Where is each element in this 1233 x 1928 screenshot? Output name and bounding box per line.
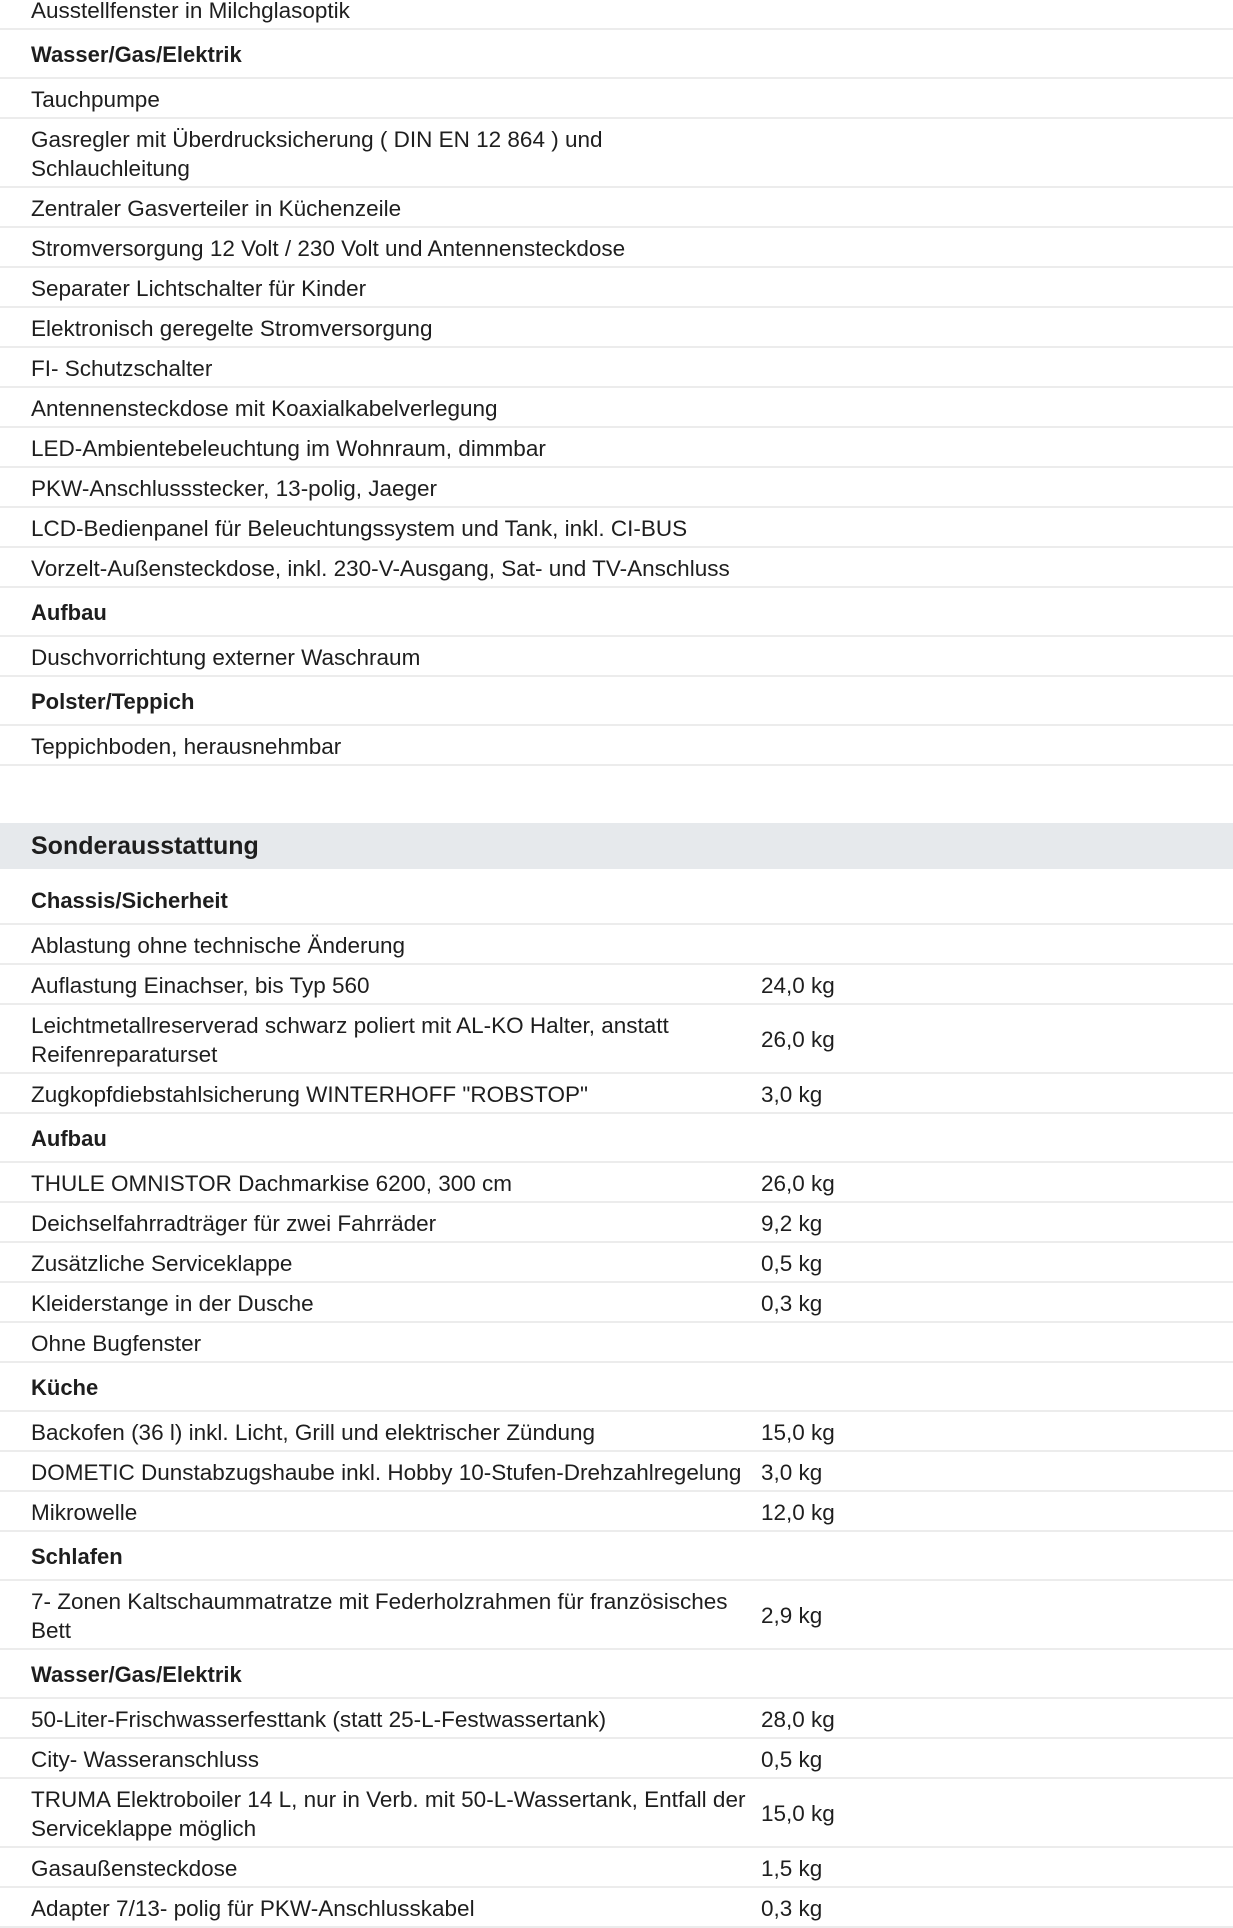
weight-value: 12,0 kg <box>761 1500 835 1525</box>
equipment-row <box>0 188 1233 228</box>
weight-value: 28,0 kg <box>761 1707 835 1732</box>
equipment-row <box>0 726 1233 766</box>
equipment-row <box>0 308 1233 348</box>
equipment-row <box>0 637 1233 677</box>
equipment-row <box>0 508 1233 548</box>
equipment-row <box>0 1699 1233 1739</box>
equipment-row <box>0 1779 1233 1848</box>
equipment-label: Ohne Bugfenster <box>31 1331 202 1356</box>
weight-value: 3,0 kg <box>761 1082 823 1107</box>
equipment-row <box>0 1888 1233 1928</box>
weight-value: 24,0 kg <box>761 973 835 998</box>
equipment-label: FI- Schutzschalter <box>31 356 213 381</box>
category-label: Aufbau <box>31 1126 107 1151</box>
category-heading <box>0 30 1233 79</box>
equipment-label: Kleiderstange in der Dusche <box>31 1291 314 1316</box>
equipment-row <box>0 1323 1233 1363</box>
equipment-row <box>0 428 1233 468</box>
equipment-label: 7- Zonen Kaltschaummatratze mit Federholzrahmen für französisches Bett <box>31 1589 728 1643</box>
weight-value: 0,5 kg <box>761 1251 823 1276</box>
equipment-label: TRUMA Elektroboiler 14 L, nur in Verb. mit 50-L-Wassertank, Entfall der Serviceklappe möglich <box>31 1787 746 1841</box>
equipment-row <box>0 1074 1233 1114</box>
equipment-row <box>0 1005 1233 1074</box>
equipment-row <box>0 0 1233 30</box>
category-label: Wasser/Gas/Elektrik <box>31 42 242 67</box>
weight-value: 2,9 kg <box>761 1603 823 1628</box>
equipment-label: Duschvorrichtung externer Waschraum <box>31 645 421 670</box>
equipment-row <box>0 1739 1233 1779</box>
equipment-row <box>0 1492 1233 1532</box>
weight-value: 0,3 kg <box>761 1291 823 1316</box>
equipment-label: LED-Ambientebeleuchtung im Wohnraum, dimmbar <box>31 436 546 461</box>
equipment-label: Zentraler Gasverteiler in Küchenzeile <box>31 196 402 221</box>
equipment-label: Ausstellfenster in Milchglasoptik <box>31 0 350 23</box>
equipment-label: Gasregler mit Überdrucksicherung ( DIN EN 12 864 ) und Schlauchleitung <box>31 127 603 181</box>
equipment-row <box>0 268 1233 308</box>
equipment-row <box>0 1581 1233 1650</box>
equipment-row <box>0 468 1233 508</box>
equipment-label: Mikrowelle <box>31 1500 138 1525</box>
equipment-row <box>0 1412 1233 1452</box>
equipment-label: LCD-Bedienpanel für Beleuchtungssystem und Tank, inkl. CI-BUS <box>31 516 688 541</box>
category-heading <box>0 677 1233 726</box>
equipment-row <box>0 1848 1233 1888</box>
equipment-row <box>0 548 1233 588</box>
equipment-label: Deichselfahrradträger für zwei Fahrräder <box>31 1211 437 1236</box>
equipment-row <box>0 348 1233 388</box>
equipment-label: Auflastung Einachser, bis Typ 560 <box>31 973 370 998</box>
category-label: Aufbau <box>31 600 107 625</box>
equipment-label: DOMETIC Dunstabzugshaube inkl. Hobby 10-Stufen-Drehzahlregelung <box>31 1460 742 1485</box>
category-heading <box>0 1532 1233 1581</box>
equipment-label: Teppichboden, herausnehmbar <box>31 734 342 759</box>
category-label: Polster/Teppich <box>31 689 195 714</box>
equipment-label: Backofen (36 l) inkl. Licht, Grill und elektrischer Zündung <box>31 1420 596 1445</box>
category-heading <box>0 1114 1233 1163</box>
equipment-row <box>0 925 1233 965</box>
weight-value: 26,0 kg <box>761 1171 835 1196</box>
weight-value: 15,0 kg <box>761 1420 835 1445</box>
weight-value: 0,3 kg <box>761 1896 823 1921</box>
equipment-row <box>0 1283 1233 1323</box>
weight-value: 1,5 kg <box>761 1856 823 1881</box>
equipment-label: Vorzelt-Außensteckdose, inkl. 230-V-Ausgang, Sat- und TV-Anschluss <box>31 556 730 581</box>
equipment-label: Leichtmetallreserverad schwarz poliert mit AL-KO Halter, anstatt Reifenreparaturset <box>31 1013 669 1067</box>
weight-value: 3,0 kg <box>761 1460 823 1485</box>
equipment-label: Antennensteckdose mit Koaxialkabelverlegung <box>31 396 498 421</box>
equipment-label: Tauchpumpe <box>31 87 160 112</box>
equipment-row <box>0 388 1233 428</box>
equipment-row <box>0 1203 1233 1243</box>
equipment-row <box>0 965 1233 1005</box>
equipment-label: THULE OMNISTOR Dachmarkise 6200, 300 cm <box>31 1171 512 1196</box>
equipment-row <box>0 119 1233 188</box>
weight-value: 26,0 kg <box>761 1027 835 1052</box>
category-label: Wasser/Gas/Elektrik <box>31 1662 242 1687</box>
weight-value: 9,2 kg <box>761 1211 823 1236</box>
category-label: Schlafen <box>31 1544 123 1569</box>
category-label: Chassis/Sicherheit <box>31 888 228 913</box>
equipment-label: PKW-Anschlussstecker, 13-polig, Jaeger <box>31 476 438 501</box>
weight-value: 0,5 kg <box>761 1747 823 1772</box>
equipment-row <box>0 79 1233 119</box>
equipment-label: Zugkopfdiebstahlsicherung WINTERHOFF "ROBSTOP" <box>31 1082 588 1107</box>
equipment-row <box>0 228 1233 268</box>
category-heading <box>0 1650 1233 1699</box>
category-label: Küche <box>31 1375 99 1400</box>
equipment-label: Elektronisch geregelte Stromversorgung <box>31 316 433 341</box>
equipment-label: Stromversorgung 12 Volt / 230 Volt und Antennensteckdose <box>31 236 626 261</box>
equipment-label: 50-Liter-Frischwasserfesttank (statt 25-L-Festwassertank) <box>31 1707 607 1732</box>
equipment-label: Separater Lichtschalter für Kinder <box>31 276 367 301</box>
equipment-row <box>0 1452 1233 1492</box>
equipment-label: Adapter 7/13- polig für PKW-Anschlusskabel <box>31 1896 475 1921</box>
category-heading <box>0 588 1233 637</box>
equipment-label: City- Wasseranschluss <box>31 1747 259 1772</box>
equipment-label: Ablastung ohne technische Änderung <box>31 933 406 958</box>
equipment-row <box>0 1243 1233 1283</box>
section-header <box>0 823 1233 869</box>
equipment-row <box>0 1163 1233 1203</box>
equipment-label: Zusätzliche Serviceklappe <box>31 1251 293 1276</box>
category-heading <box>0 1363 1233 1412</box>
weight-value: 15,0 kg <box>761 1801 835 1826</box>
category-heading <box>0 876 1233 925</box>
equipment-label: Gasaußensteckdose <box>31 1856 238 1881</box>
section-title: Sonderausstattung <box>31 831 259 860</box>
